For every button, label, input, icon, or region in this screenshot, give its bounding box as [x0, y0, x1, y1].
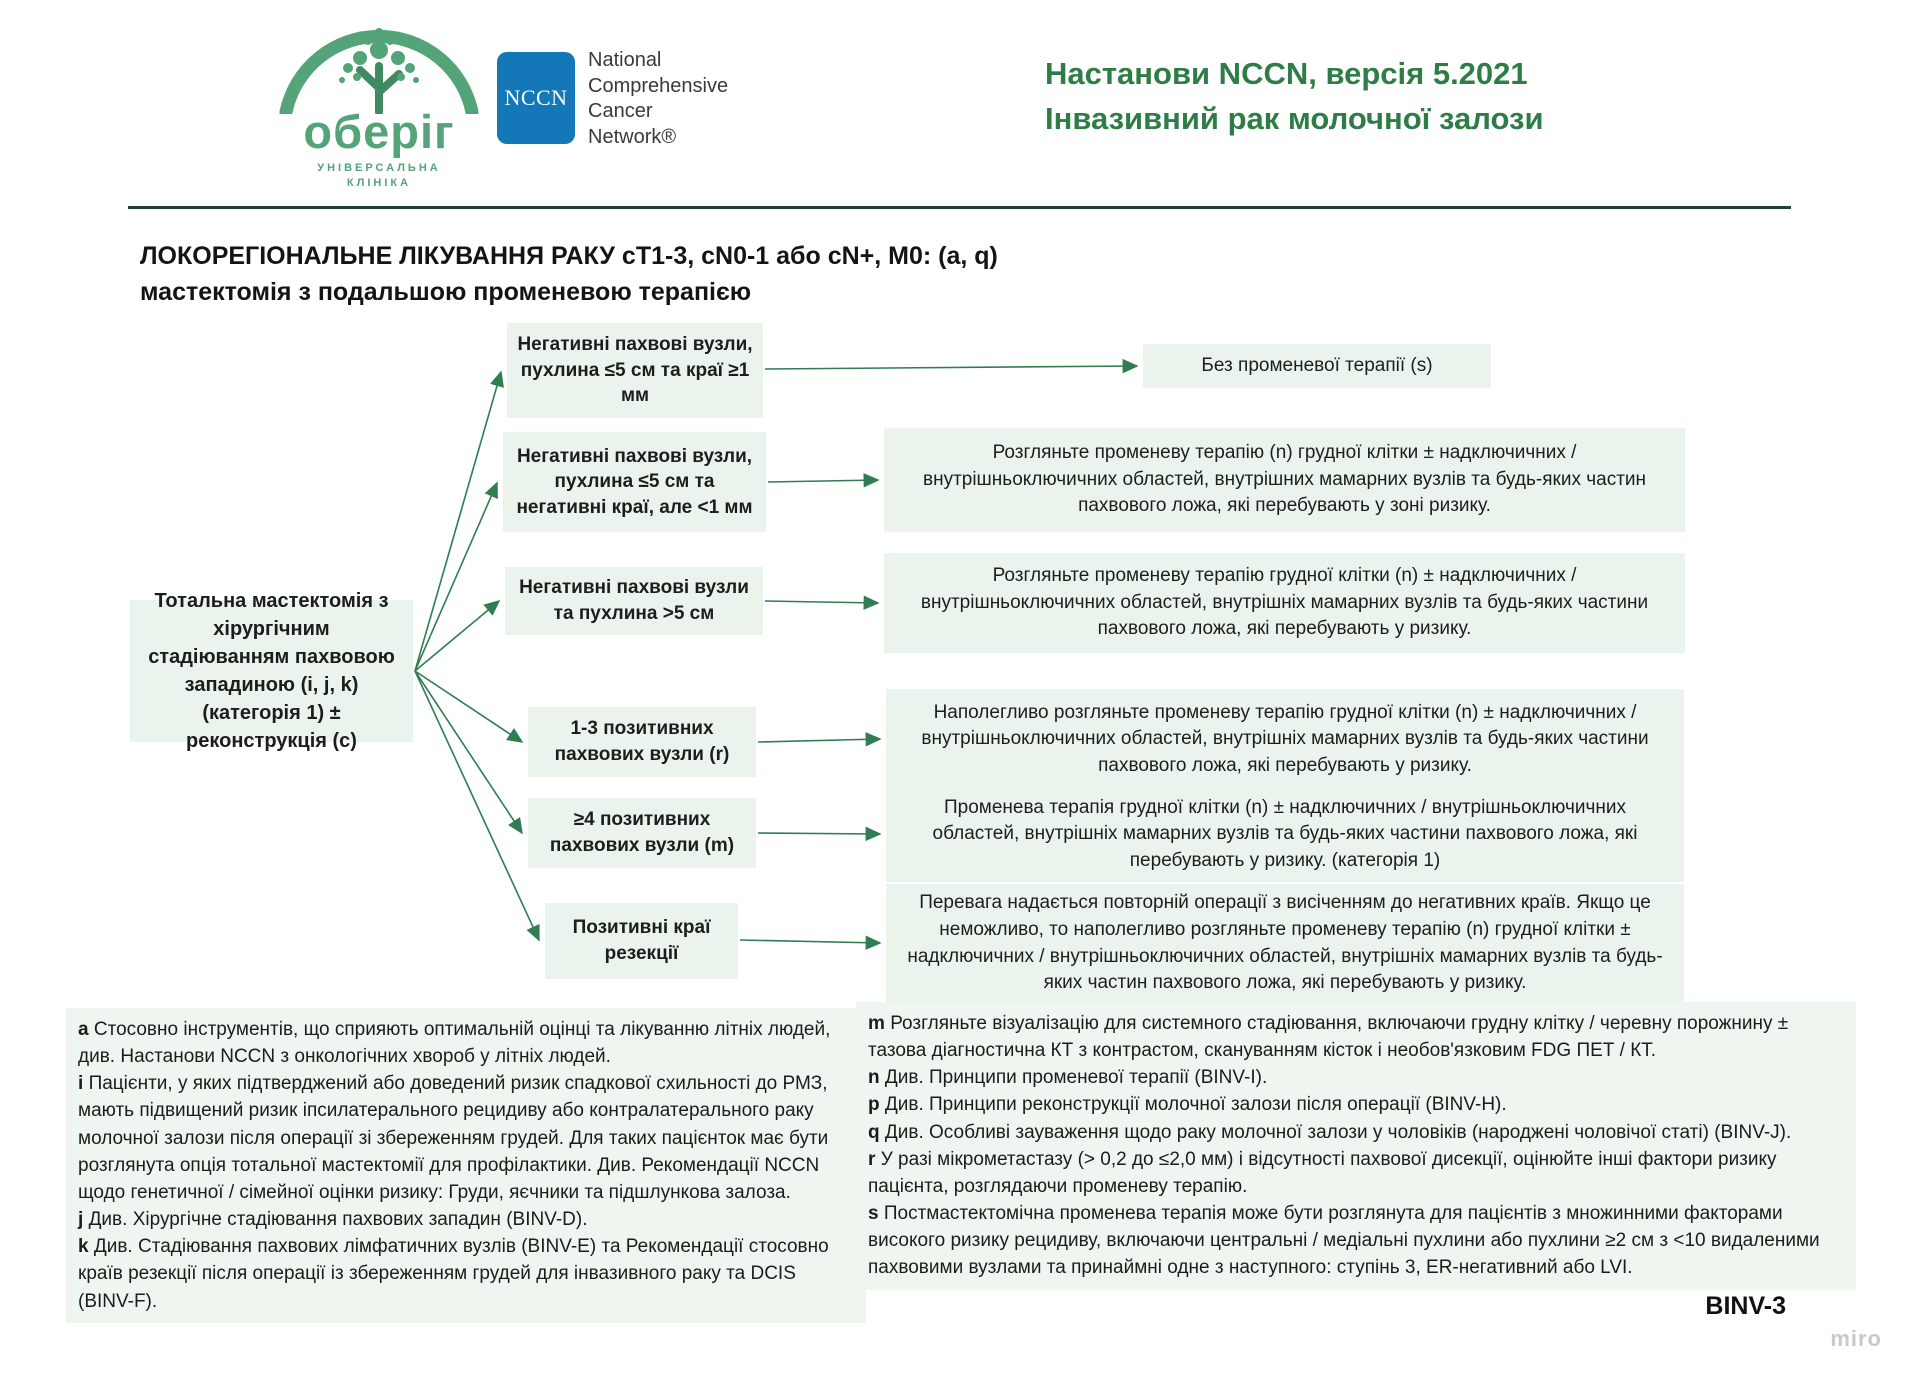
oberig-subtitle-line2: КЛІНІКА — [346, 177, 412, 189]
outcome-node-1: Без променевої терапії (s) — [1143, 344, 1491, 388]
footnote-a: a Стосовно інструментів, що сприяють оптимальній оцінці та лікуванню літніх людей, див. Настанови NCCN з онкологічних хвороб у літніх людей. — [78, 1019, 831, 1068]
footnote-p: p Див. Принципи реконструкції молочної залози після операції (BINV-H). — [868, 1094, 1507, 1116]
nccn-name-line: Cancer — [588, 100, 653, 123]
nccn-org-name — [588, 48, 728, 150]
header-divider — [128, 206, 1791, 209]
condition-node-5: ≥4 позитивних пахвових вузли (m) — [528, 798, 756, 868]
nccn-logo — [497, 52, 575, 144]
nccn-name-line: Network® — [588, 125, 677, 148]
condition-node-2: Негативні пахвові вузли, пухлина ≤5 см та негативні краї, але <1 мм — [503, 432, 766, 532]
document-title — [1045, 52, 1705, 142]
oberig-tree-icon — [272, 22, 486, 114]
outcome-node-2: Розгляньте променеву терапію (n) грудної клітки ± надключичних / внутрішньоключичних областей, внутрішних мамарних вузлів та будь-яких частин пахвового ложа, які перебувають у зоні ризику. — [884, 428, 1685, 532]
document-title-line2: Інвазивний рак молочної залози — [1045, 100, 1544, 136]
page-heading-line1: ЛОКОРЕГІОНАЛЬНЕ ЛІКУВАННЯ РАКУ сТ1-3, cN0-1 або cN+, M0: (a, q) — [140, 242, 998, 270]
root-node-total-mastectomy: Тотальна мастектомія з хірургічним стадіюванням пахвовою западиною (i, j, k) (категорія 1) ± реконструкція (c) — [130, 600, 413, 742]
footnote-r: r У разі мікрометастазу (> 0,2 до ≤2,0 мм) і відсутності пахвової дисекції, оцінюйте інші фактори ризику пацієнта, розглядаючи променеву терапію. — [868, 1148, 1777, 1197]
condition-node-1: Негативні пахвові вузли, пухлина ≤5 см та краї ≥1 мм — [507, 323, 763, 418]
page-code: BINV-3 — [1705, 1292, 1786, 1320]
outcome-node-4: Наполегливо розгляньте променеву терапію грудної клітки (n) ± надключичних / внутрішньоключичних областей, внутрішніх мамарних вузлів та будь-яких частини пахвового ложа, які перебувають у ризику. — [886, 689, 1684, 790]
footnote-j: j Див. Хірургічне стадіювання пахвових западин (BINV-D). — [78, 1209, 588, 1231]
oberig-subtitle-line1: УНІВЕРСАЛЬНА — [317, 162, 441, 174]
nccn-name-line: Comprehensive — [588, 74, 729, 97]
nccn-name-line: National — [588, 49, 662, 71]
oberig-wordmark: оберіг — [303, 105, 455, 158]
oberig-logo — [272, 22, 486, 204]
condition-node-4: 1-3 позитивних пахвових вузли (r) — [528, 707, 756, 777]
outcome-node-6: Перевага надається повторній операції з висіченням до негативних країв. Якщо це неможливо, то наполегливо розгляньте променеву терапію (n) грудної клітки ± надключичних / внутрішньоключичних областей, внутрішніх мамарних вузлів та будь-яких частин пахвового ложа, які перебувають у ризику. — [886, 884, 1684, 1003]
footnote-i: i Пацієнти, у яких підтверджений або доведений ризик спадкової схильності до РМЗ, мають підвищений ризик іпсилатерального рецидиву або контралатерального раку молочної залози після операції зі збереженням грудей. Для таких пацієнток має бути розглянута опція тотальної мастектомії для профілактики. Див. Рекомендації NCCN щодо генетичної / сімейної оцінки ризику: Груди, яєчники та підшлункова залоза. — [78, 1073, 829, 1203]
nccn-abbr: NCCN — [504, 85, 568, 110]
condition-node-6: Позитивні краї резекції — [545, 903, 738, 979]
footnote-n: n Див. Принципи променевої терапії (BINV-I). — [868, 1067, 1268, 1089]
footnotes-right-column — [856, 1002, 1856, 1290]
document-title-line1: Настанови NCCN, версія 5.2021 — [1045, 56, 1528, 91]
page-heading-line2: мастектомія з подальшою променевою терапією — [140, 278, 752, 307]
footnote-k: k Див. Стадіювання пахвових лімфатичних вузлів (BINV-E) та Рекомендації стосовно країв резекції після операції із збереженням грудей для інвазивного раку та DCIS (BINV-F). — [78, 1236, 829, 1312]
outcome-node-5: Променева терапія грудної клітки (n) ± надключичних / внутрішньоключичних областей, внутрішніх мамарних вузлів та будь-яких частини пахвового ложа, які перебувають у ризику. (категорія 1) — [886, 787, 1684, 882]
footnotes-left-column — [66, 1008, 866, 1323]
outcome-node-3: Розгляньте променеву терапію грудної клітки (n) ± надключичних / внутрішньоключичних областей, внутрішніх мамарних вузлів та будь-яких частини пахвового ложа, які перебувають у ризику. — [884, 553, 1685, 653]
footnote-m: m Розгляньте візуалізацію для системного стадіювання, включаючи грудну клітку / черевну порожнину ± тазова діагностична КТ з контрастом, скануванням кісток і необов'язковим FDG ПЕТ / КТ. — [868, 1013, 1789, 1062]
page-heading — [140, 238, 1240, 311]
miro-watermark[interactable]: miro — [1830, 1326, 1882, 1351]
footnote-s: s Постмастектомічна променева терапія може бути розглянута для пацієнтів з множинними факторами високого ризику рецидиву, включаючи центральні / медіальні пухлини або пухлини ≥2 см з <10 видаленими пахвовими вузлами та принаймні одне з наступного: ступінь 3, ER-негативний або LVI. — [868, 1203, 1820, 1279]
condition-node-3: Негативні пахвові вузли та пухлина >5 см — [505, 567, 763, 635]
footnote-q: q Див. Особливі зауваження щодо раку молочної залози у чоловіків (народжені чоловічої статі) (BINV-J). — [868, 1121, 1792, 1143]
